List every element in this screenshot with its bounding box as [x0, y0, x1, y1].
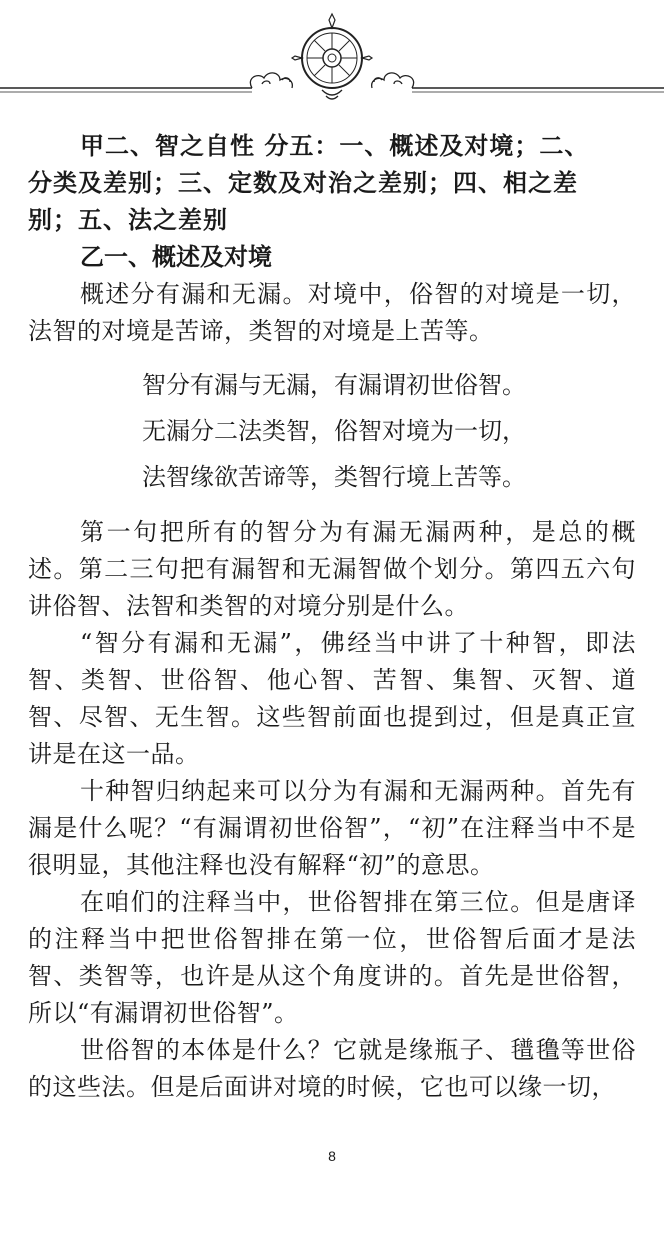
section-heading-line-1: 甲二、智之自性 分五：一、概述及对境；二、: [80, 132, 590, 160]
dharma-wheel-icon: [292, 14, 372, 99]
subsection-heading: 乙一、概述及对境: [80, 243, 272, 271]
section-heading-line-3: 别；五、法之差别: [28, 206, 228, 234]
verse-block: [28, 362, 636, 500]
body-paragraph: 世俗智的本体是什么？它就是缘瓶子、氆氇等世俗的这些法。但是后面讲对境的时候，它也可以缘一切，: [28, 1036, 636, 1101]
body-paragraph: 在咱们的注释当中，世俗智排在第三位。但是唐译的注释当中把世俗智排在第一位，世俗智后面才是法智、类智等，也许是从这个角度讲的。首先是世俗智，所以“有漏谓初世俗智”。: [28, 888, 636, 1027]
intro-paragraph: 概述分有漏和无漏。对境中，俗智的对境是一切，法智的对境是苦谛，类智的对境是上苦等。: [28, 280, 636, 345]
body-paragraph: “智分有漏和无漏”，佛经当中讲了十种智，即法智、类智、世俗智、他心智、苦智、集智、灭智、道智、尽智、无生智。这些智前面也提到过，但是真正宣讲是在这一品。: [28, 629, 636, 768]
body-paragraph: 第一句把所有的智分为有漏无漏两种，是总的概述。第二三句把有漏智和无漏智做个划分。第四五六句讲俗智、法智和类智的对境分别是什么。: [28, 518, 636, 620]
body-paragraph: 十种智归纳起来可以分为有漏和无漏两种。首先有漏是什么呢？“有漏谓初世俗智”，“初”在注释当中不是很明显，其他注释也没有解释“初”的意思。: [28, 777, 636, 879]
section-heading: [28, 128, 636, 165]
section-heading-continued: [28, 165, 636, 239]
header-ornament: [0, 0, 664, 115]
page-content: [28, 128, 636, 1106]
cloud-ornament-left: [250, 73, 292, 88]
cloud-ornament-right: [372, 73, 414, 88]
page-number: 8: [328, 1148, 336, 1164]
section-heading-line-2: 分类及差别；三、定数及对治之差别；四、相之差: [28, 169, 578, 197]
verse-line: 无漏分二法类智，俗智对境为一切，: [142, 417, 526, 445]
verse-line: 法智缘欲苦谛等，类智行境上苦等。: [142, 463, 526, 491]
verse-line: 智分有漏与无漏，有漏谓初世俗智。: [142, 371, 526, 399]
